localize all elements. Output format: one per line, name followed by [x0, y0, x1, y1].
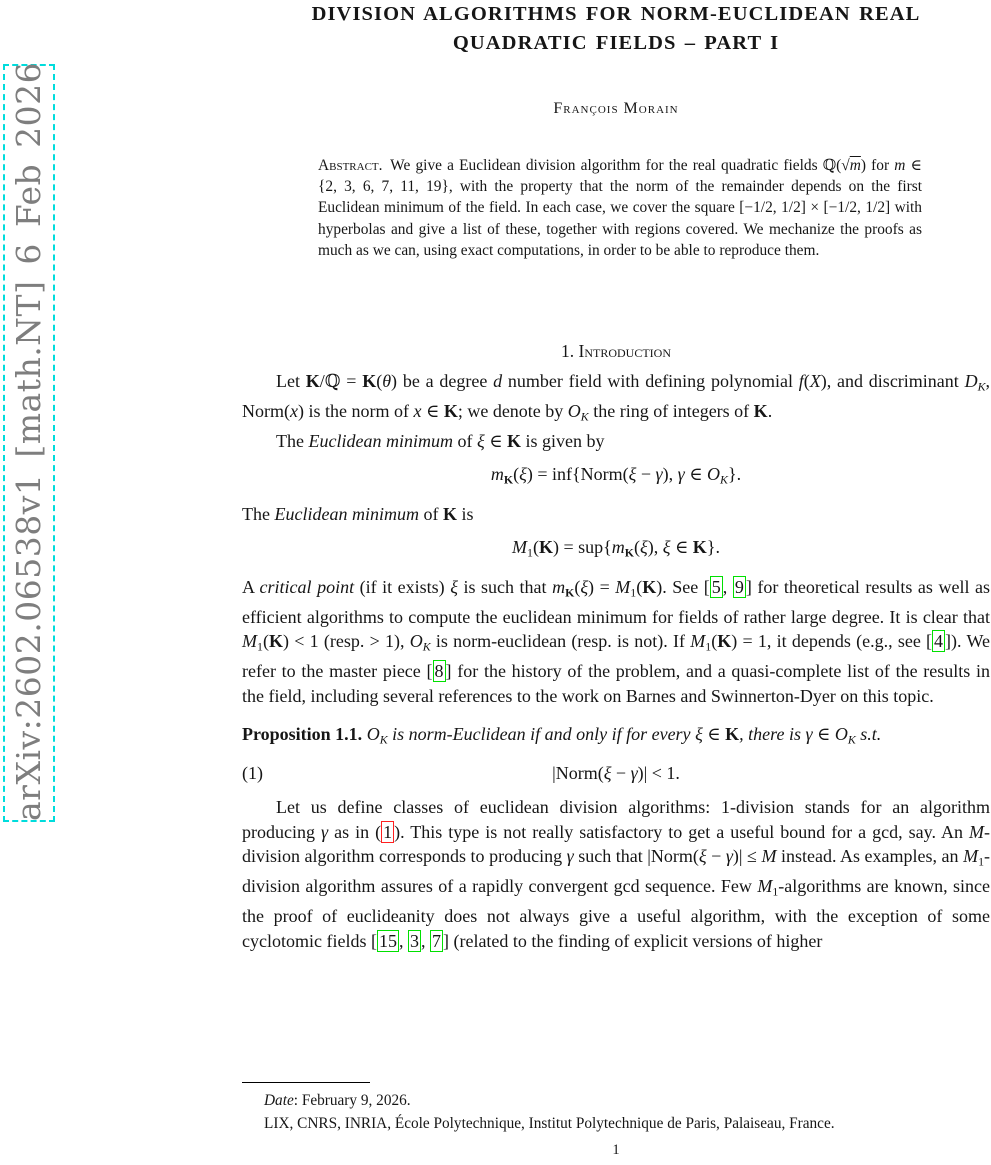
display-equation-mk: mK(ξ) = inf{Norm(ξ − γ), γ ∈ OK}.	[490, 464, 742, 487]
citation-link[interactable]: 5	[711, 576, 721, 597]
section-heading	[242, 341, 990, 362]
paragraph-critical-point: A critical point (if it exists) ξ is such that mK(ξ) = M1(K). See [ 5 , 9 ] for theoretical results as well as efficient algorithms to compute the euclidean minimum for fields of rather large degree. It is clear that M1(K) < 1 (resp. > 1), OK is norm-euclidean (resp. is not). If M1(K) = 1, it depends (e.g., see [ 4 ]). We refer to the master piece [ 8 ] for the history of the problem, and a quasi-complete list of the results in the field, including several references to the work on Barnes and Swinnerton-Dyer on this topic.	[242, 576, 990, 706]
equation-ref-link[interactable]: 1	[383, 821, 393, 842]
abstract-text: Abstract. We give a Euclidean division algorithm for the real quadratic fields ℚ(√m) for m ∈ {2, 3, 6, 7, 11, 19}, with the property that the norm of the remainder depends on the first Euclidean minimum of the field. In each case, we cover the square [−1/2, 1/2] × [−1/2, 1/2] with hyperbolas and give a list of these, together with regions covered. We mechanize the proofs as much as we can, using exact computations, in order to be able to reproduce them.	[318, 157, 922, 259]
page-number: 1	[612, 1142, 620, 1158]
section-title: Introduction	[578, 341, 671, 362]
arxiv-identifier: arXiv:2602.06538v1 [math.NT] 6 Feb 2026	[9, 61, 48, 821]
paragraph-division-classes: Let us define classes of euclidean division algorithms: 1-division stands for an algorithm producing γ as in ( 1 ). This type is not really satisfactory to get a useful bound for a gcd, say. An M-division algorithm corresponds to producing γ such that |Norm(ξ − γ)| ≤ M instead. As examples, an M1-division algorithm assures of a rapidly convergent gcd sequence. Few M1-algorithms are known, since the proof of euclideanity does not always give a useful algorithm, with the exception of some cyclotomic fields [ 15 , 3 , 7 ] (related to the finding of explicit versions of higher	[242, 797, 990, 951]
paragraph-euclidean-minimum-K: The Euclidean minimum of K is	[242, 503, 474, 524]
citation-link[interactable]: 15	[378, 930, 397, 951]
footnote-block	[242, 1082, 990, 1135]
citation-link[interactable]: 8	[434, 661, 444, 682]
equation-number: (1)	[242, 763, 263, 784]
section-number: 1.	[561, 341, 579, 362]
paragraph-euclidean-minimum-xi: The Euclidean minimum of ξ ∈ K is given by	[276, 430, 605, 451]
author-name: François Morain	[553, 100, 679, 117]
affiliation-line: LIX, CNRS, INRIA, École Polytechnique, Institut Polytechnique de Paris, Palaiseau, France.	[264, 1114, 835, 1132]
paper-title-line2: QUADRATIC FIELDS – PART I	[452, 31, 780, 54]
citation-link[interactable]: 3	[409, 930, 419, 951]
text-column	[242, 0, 990, 953]
proposition-1-1: Proposition 1.1. OK is norm-Euclidean if and only if for every ξ ∈ K, there is γ ∈ OK s.t.	[242, 724, 882, 747]
footnote-rule	[242, 1082, 370, 1083]
paragraph-intro: Let K/ℚ = K(θ) be a degree d number field with defining polynomial f(X), and discriminant DK, Norm(x) is the norm of x ∈ K; we denote by OK the ring of integers of K.	[242, 371, 990, 424]
citation-link[interactable]: 4	[934, 631, 944, 652]
paper-title	[242, 0, 990, 57]
date-line: Date: February 9, 2026.	[264, 1092, 411, 1109]
display-equation-1	[242, 761, 990, 786]
equation-1-body: |Norm(ξ − γ)| < 1.	[552, 763, 680, 784]
citation-link[interactable]: 9	[734, 576, 744, 597]
display-equation-m1: M1(K) = sup{mK(ξ), ξ ∈ K}.	[512, 537, 720, 560]
paper-title-line1: DIVISION ALGORITHMS FOR NORM-EUCLIDEAN REAL	[311, 3, 921, 25]
citation-link[interactable]: 7	[431, 930, 441, 951]
